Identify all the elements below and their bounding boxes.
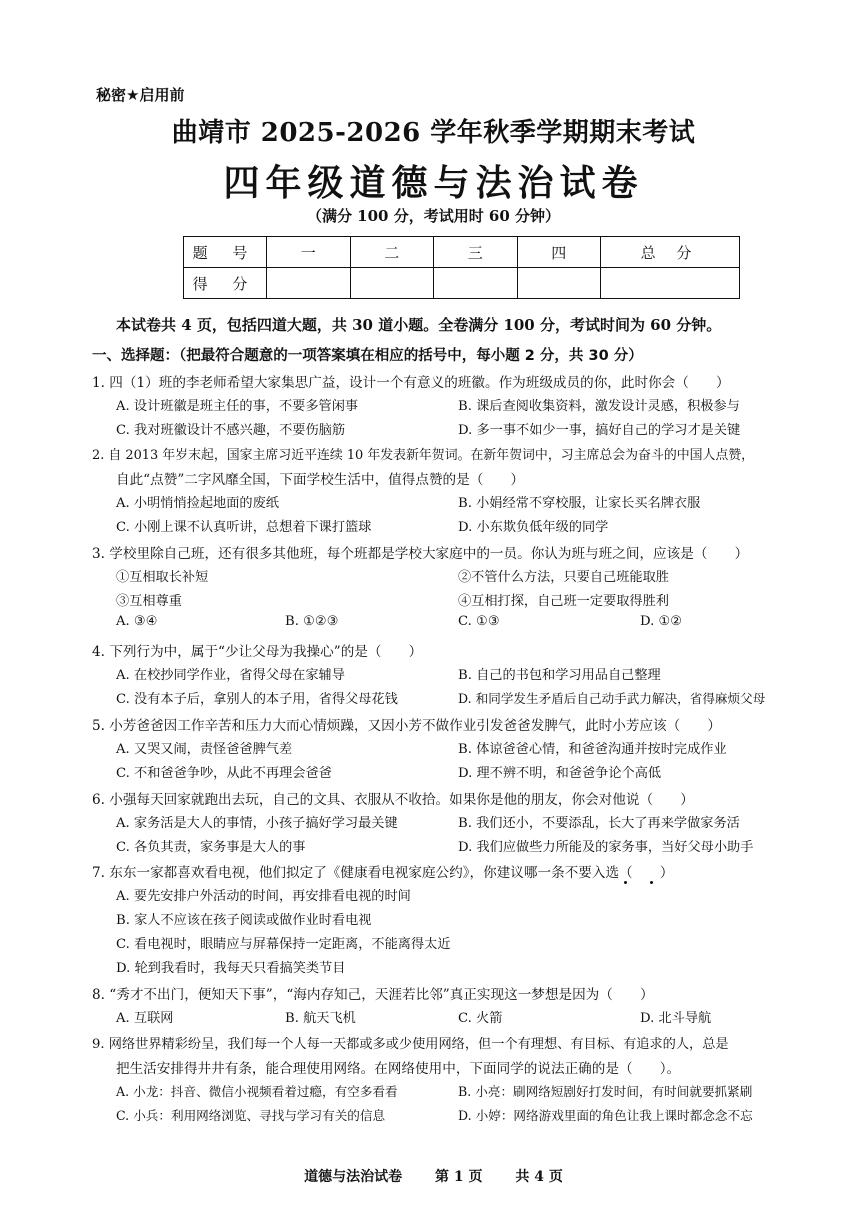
footer-page-number: 第 1 页	[435, 1169, 483, 1185]
score-cell: 四	[517, 237, 601, 268]
question-4-option-b: B. 自己的书包和学习用品自己整理	[458, 668, 661, 683]
section-title: 一、选择题：（把最符合题意的一项答案填在相应的括号中，每小题 2 分，共 30 分）	[92, 348, 643, 364]
exam-subtitle: 四年级道德与法治试卷	[223, 162, 644, 204]
question-7-option-a: A. 要先安排户外活动的时间，再安排看电视的时间	[116, 889, 411, 904]
question-6-option-b: B. 我们还小，不要添乱，长大了再来学做家务活	[458, 816, 740, 831]
question-4-option-a: A. 在校抄同学作业，省得父母在家辅导	[116, 668, 345, 683]
question-1-option-c: C. 我对班徽设计不感兴趣，不要伤脑筋	[116, 423, 346, 438]
score-cell: 三	[434, 237, 518, 268]
question-1-option-a: A. 设计班徽是班主任的事，不要多管闲事	[116, 399, 359, 414]
question-3-statement-1: ①互相取长补短	[116, 570, 209, 585]
question-5-option-c: C. 不和爸爸争吵，从此不再理会爸爸	[116, 766, 332, 781]
score-blank[interactable]	[601, 268, 740, 299]
question-2-option-d: D. 小东欺负低年级的同学	[458, 520, 609, 535]
question-8-stem: 8. “秀才不出门，便知天下事”，“海内存知己，天涯若比邻”真正实现这一梦想是因为（ ）	[92, 987, 654, 1003]
question-7-option-d: D. 轮到我看时，我每天只看搞笑类节目	[116, 961, 346, 976]
question-4-option-d: D. 和同学发生矛盾后自己动手武力解决，省得麻烦父母	[458, 691, 766, 706]
score-cell: 总 分	[601, 237, 740, 268]
question-1-stem: 1. 四（1）班的李老师希望大家集思广益，设计一个有意义的班徽。作为班级成员的你，此时你会（ ）	[92, 375, 730, 391]
question-3-option-a: A. ③④	[116, 614, 158, 629]
footer-total-pages: 共 4 页	[515, 1169, 563, 1185]
score-table-score-row	[184, 268, 740, 299]
question-7-stem: 7. 东东一家都喜欢看电视，他们拟定了《健康看电视家庭公约》，你建议哪一条不要入选（ ）	[92, 865, 674, 881]
question-3-option-c: C. ①③	[458, 614, 500, 629]
score-cell: 一	[267, 237, 351, 268]
exam-title: 曲靖市 2025-2026 学年秋季学期期末考试	[171, 118, 696, 148]
score-blank[interactable]	[517, 268, 601, 299]
page-footer	[0, 1166, 867, 1186]
question-7-option-b: B. 家人不应该在孩子阅读或做作业时看电视	[116, 913, 372, 928]
question-6-option-c: C. 各负其责，家务事是大人的事	[116, 840, 306, 855]
score-cell: 题 号	[184, 237, 267, 268]
question-2-stem: 2. 自 2013 年岁末起，国家主席习近平连续 10 年发表新年贺词。在新年贺词中，习主席总会为奋斗的中国人点赞，	[92, 448, 755, 463]
question-6-option-a: A. 家务活是大人的事情，小孩子搞好学习最关键	[116, 816, 398, 831]
question-4-option-c: C. 没有本子后，拿别人的本子用，省得父母花钱	[116, 692, 398, 707]
score-table-header-row	[184, 237, 740, 268]
question-5-option-b: B. 体谅爸爸心情，和爸爸沟通并按时完成作业	[458, 742, 727, 757]
emphasis-dot	[650, 881, 653, 884]
question-1-option-b: B. 课后查阅收集资料，激发设计灵感，积极参与	[458, 399, 740, 414]
question-3-option-b: B. ①②③	[285, 614, 339, 629]
question-2-stem-cont: 自此“点赞”二字风靡全国，下面学校生活中，值得点赞的是（ ）	[116, 472, 525, 488]
question-2-option-c: C. 小刚上课不认真听讲，总想着下课打篮球	[116, 520, 372, 535]
score-table	[183, 236, 740, 299]
score-blank[interactable]	[434, 268, 518, 299]
question-8-option-c: C. 火箭	[458, 1011, 503, 1026]
secret-label: 秘密★启用前	[96, 86, 185, 104]
question-9-stem: 9. 网络世界精彩纷呈，我们每一个人每一天都或多或少使用网络，但一个有理想、有目标、有追求的人，总是	[92, 1037, 729, 1052]
question-3-statement-4: ④互相打探，自己班一定要取得胜利	[458, 594, 669, 609]
emphasis-dot	[624, 881, 627, 884]
score-cell: 二	[350, 237, 434, 268]
exam-note: （满分 100 分，考试用时 60 分钟）	[306, 207, 561, 225]
score-blank[interactable]	[267, 268, 351, 299]
question-3-statement-3: ③互相尊重	[116, 594, 182, 609]
question-5-option-d: D. 理不辨不明，和爸爸争论个高低	[458, 766, 662, 781]
question-9-option-b: B. 小亮：刷网络短剧好打发时间，有时间就要抓紧刷	[458, 1084, 753, 1099]
question-2-option-b: B. 小娟经常不穿校服，让家长买名牌衣服	[458, 496, 701, 511]
question-6-option-d: D. 我们应做些力所能及的家务事，当好父母小助手	[458, 840, 754, 855]
question-3-option-d: D. ①②	[640, 614, 683, 629]
question-4-stem: 4. 下列行为中，属于“少让父母为我操心”的是（ ）	[92, 644, 423, 660]
question-5-option-a: A. 又哭又闹，责怪爸爸脾气差	[116, 742, 293, 757]
question-5-stem: 5. 小芳爸爸因工作辛苦和压力大而心情烦躁，又因小芳不做作业引发爸爸发脾气，此时小芳应该（ ）	[92, 718, 722, 734]
score-blank[interactable]	[350, 268, 434, 299]
question-2-option-a: A. 小明悄悄捡起地面的废纸	[116, 496, 279, 511]
footer-exam-name: 道德与法治试卷	[304, 1169, 403, 1185]
question-3-stem: 3. 学校里除自己班，还有很多其他班，每个班都是学校大家庭中的一员。你认为班与班之间，应该是（ ）	[92, 546, 749, 562]
score-label: 得 分	[184, 268, 267, 299]
question-9-option-a: A. 小龙：抖音、微信小视频看着过瘾，有空多看看	[116, 1084, 398, 1099]
question-9-option-c: C. 小兵：利用网络浏览、寻找与学习有关的信息	[116, 1108, 386, 1123]
question-3-statement-2: ②不管什么方法，只要自己班能取胜	[458, 570, 669, 585]
question-7-option-c: C. 看电视时，眼睛应与屏幕保持一定距离，不能离得太近	[116, 937, 451, 952]
question-9-stem-cont: 把生活安排得井井有条，能合理使用网络。在网络使用中，下面同学的说法正确的是（ ）。	[116, 1061, 681, 1077]
question-6-stem: 6. 小强每天回家就跑出去玩，自己的文具、衣服从不收拾。如果你是他的朋友，你会对他说（ ）	[92, 792, 694, 808]
question-8-option-d: D. 北斗导航	[640, 1011, 712, 1026]
question-9-option-d: D. 小婷：网络游戏里面的角色让我上课时都念念不忘	[458, 1108, 753, 1123]
question-1-option-d: D. 多一事不如少一事，搞好自己的学习才是关键	[458, 423, 741, 438]
exam-intro: 本试卷共 4 页，包括四道大题，共 30 道小题。全卷满分 100 分，考试时间为 60 分钟。	[116, 316, 722, 334]
question-8-option-a: A. 互联网	[116, 1011, 174, 1026]
question-8-option-b: B. 航天飞机	[285, 1011, 356, 1026]
